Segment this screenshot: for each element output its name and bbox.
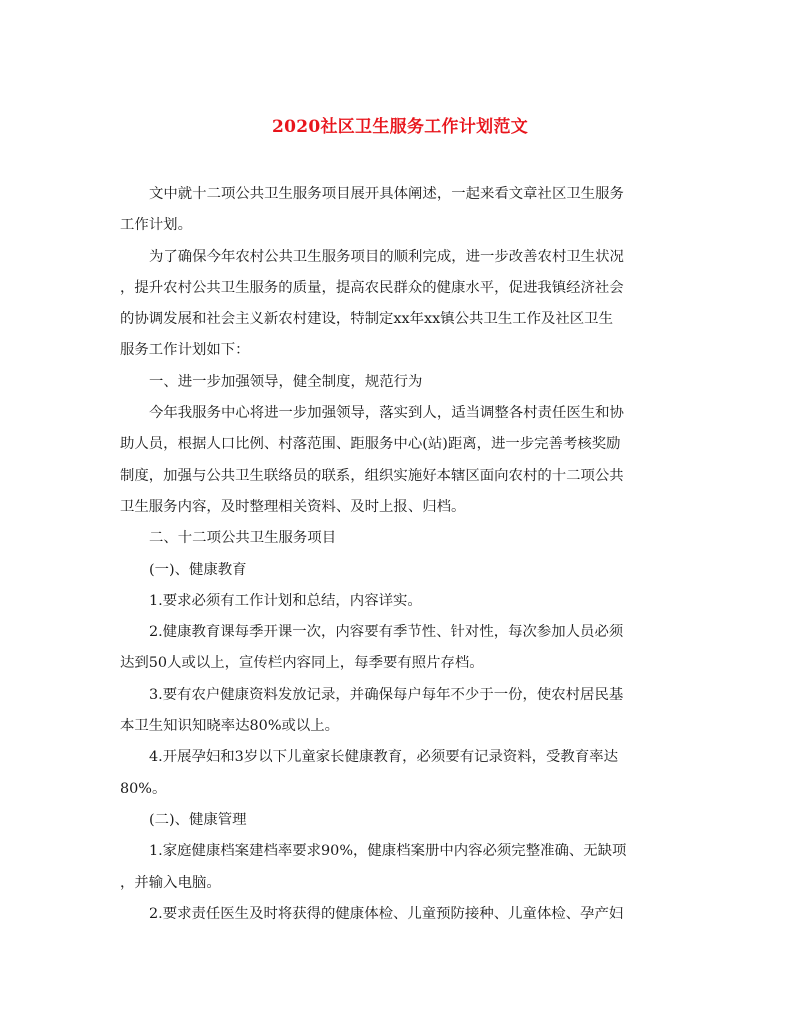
text-line: 二、十二项公共卫生服务项目 (149, 530, 337, 547)
document-title: 2020社区卫生服务工作计划范文 (271, 117, 529, 137)
text-line: 卫生服务内容，及时整理相关资料、及时上报、归档。 (120, 498, 466, 515)
text-line: 4.开展孕妇和3岁以下儿童家长健康教育，必须要有记录资料，受教育率达 (149, 749, 618, 766)
paragraph (120, 742, 672, 805)
paragraph (120, 555, 672, 586)
text-line: ，并输入电脑。 (120, 874, 221, 891)
text-line: 今年我服务中心将进一步加强领导，落实到人，适当调整各村责任医生和协 (149, 405, 624, 422)
text-line: 2.要求责任医生及时将获得的健康体检、儿童预防接种、儿童体检、孕产妇 (149, 905, 624, 922)
text-line: 3.要有农户健康资料发放记录，并确保每户每年不少于一份，使农村居民基 (149, 686, 624, 703)
paragraph (120, 586, 672, 617)
text-line: 2.健康教育课每季开课一次，内容要有季节性、针对性，每次参加人员必须 (149, 624, 624, 641)
text-line: 80%。 (120, 780, 167, 797)
text-line: (二)、健康管理 (149, 811, 247, 828)
paragraph (120, 242, 672, 367)
paragraph (120, 179, 672, 242)
paragraph (120, 899, 672, 930)
paragraph (120, 523, 672, 554)
text-line: 1.家庭健康档案建档率要求90%，健康档案册中内容必须完整准确、无缺项 (149, 843, 627, 860)
text-line: 1.要求必须有工作计划和总结，内容详实。 (149, 592, 422, 609)
text-line: 制度，加强与公共卫生联络员的联系，组织实施好本辖区面向农村的十二项公共 (120, 467, 624, 484)
text-line: ，提升农村公共卫生服务的质量，提高农民群众的健康水平，促进我镇经济社会 (120, 279, 624, 296)
text-line: 本卫生知识知晓率达80%或以上。 (120, 718, 340, 735)
text-line: 一、进一步加强领导，健全制度，规范行为 (149, 373, 423, 390)
text-line: 工作计划。 (120, 217, 192, 234)
paragraph (120, 617, 672, 680)
text-line: 助人员，根据人口比例、村落范围、距服务中心(站)距离，进一步完善考核奖励 (120, 436, 621, 453)
document-body (120, 179, 672, 930)
text-line: 为了确保今年农村公共卫生服务项目的顺利完成，进一步改善农村卫生状况 (149, 248, 624, 265)
paragraph (120, 367, 672, 398)
paragraph (120, 836, 672, 899)
paragraph (120, 680, 672, 743)
text-line: 达到50人或以上，宣传栏内容同上，每季要有照片存档。 (120, 655, 484, 672)
text-line: 的协调发展和社会主义新农村建设，特制定xx年xx镇公共卫生工作及社区卫生 (120, 311, 613, 328)
paragraph (120, 398, 672, 523)
text-line: (一)、健康教育 (149, 561, 247, 578)
text-line: 服务工作计划如下： (120, 342, 250, 359)
text-line: 文中就十二项公共卫生服务项目展开具体阐述，一起来看文章社区卫生服务 (149, 186, 624, 202)
paragraph (120, 805, 672, 836)
